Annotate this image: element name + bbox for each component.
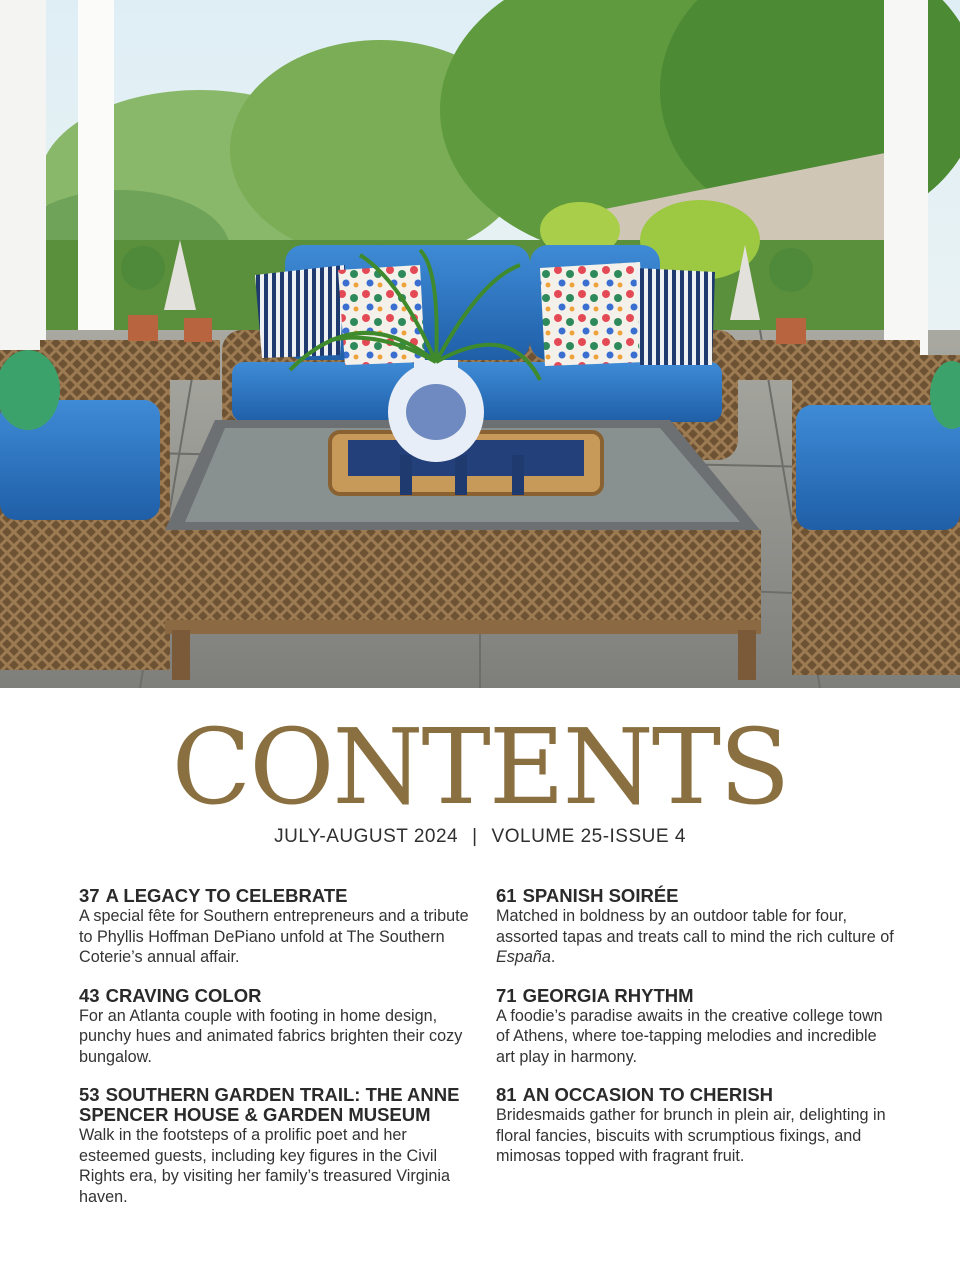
article-title: AN OCCASION TO CHERISH [522,1084,774,1105]
article-heading[interactable] [79,886,479,906]
article-title: GEORGIA RHYTHM [522,984,694,1006]
article-heading[interactable] [79,986,479,1006]
article-description: Bridesmaids gather for brunch in plein air, delighting in floral fancies, biscuits with scrumptious fixings, and mimosas topped with fragrant fruit. [496,1106,886,1165]
issue-date: JULY-AUGUST 2024 [274,826,459,847]
article-page: 37 [79,885,100,906]
article-item[interactable] [79,1085,479,1207]
article-page: 81 [496,1084,517,1105]
article-item[interactable] [79,986,479,1068]
article-title: SOUTHERN GARDEN TRAIL: THE ANNE SPENCER HOUSE & GARDEN MUSEUM [79,1084,460,1125]
article-item[interactable] [496,886,896,968]
article-heading[interactable] [496,986,896,1006]
article-heading[interactable] [79,1085,479,1125]
article-description-italic: España [496,948,551,966]
article-page: 71 [496,984,517,1006]
contents-heading [0,706,960,848]
article-page: 61 [496,885,517,906]
article-item[interactable] [496,986,896,1068]
article-item[interactable] [79,886,479,968]
article-heading[interactable] [496,886,896,906]
article-title: CRAVING COLOR [105,984,262,1006]
articles-right-column [496,886,896,1185]
article-item[interactable] [496,1085,896,1167]
article-description [496,906,896,968]
article-description: A special fête for Southern entrepreneurs and a tribute to Phyllis Hoffman DePiano unfold at The Southern Coterie’s annual affair. [79,907,469,966]
article-description: A foodie’s paradise awaits in the creative college town of Athens, where toe-tapping melodies and incredible art play in harmony. [496,1006,883,1066]
issue-volume: VOLUME 25-ISSUE 4 [491,826,686,847]
article-title: A LEGACY TO CELEBRATE [105,885,348,906]
articles-left-column [79,886,479,1225]
article-page: 53 [79,1084,100,1105]
article-description: Walk in the footsteps of a prolific poet and her esteemed guests, including key figures in the Civil Rights era, by visiting her family’s treasured Virginia haven. [79,1126,450,1206]
article-heading[interactable] [496,1085,896,1105]
issue-separator: | [472,826,478,847]
article-description-text: Matched in boldness by an outdoor table for four, assorted tapas and treats call to mind the rich culture of [496,907,894,946]
page-title: CONTENTS [171,706,789,828]
article-description: For an Atlanta couple with footing in home design, punchy hues and animated fabrics brighten their cozy bungalow. [79,1006,463,1066]
article-description-end: . [550,948,556,966]
article-page: 43 [79,984,100,1006]
issue-line [0,826,960,848]
article-title: SPANISH SOIRÉE [522,885,679,906]
